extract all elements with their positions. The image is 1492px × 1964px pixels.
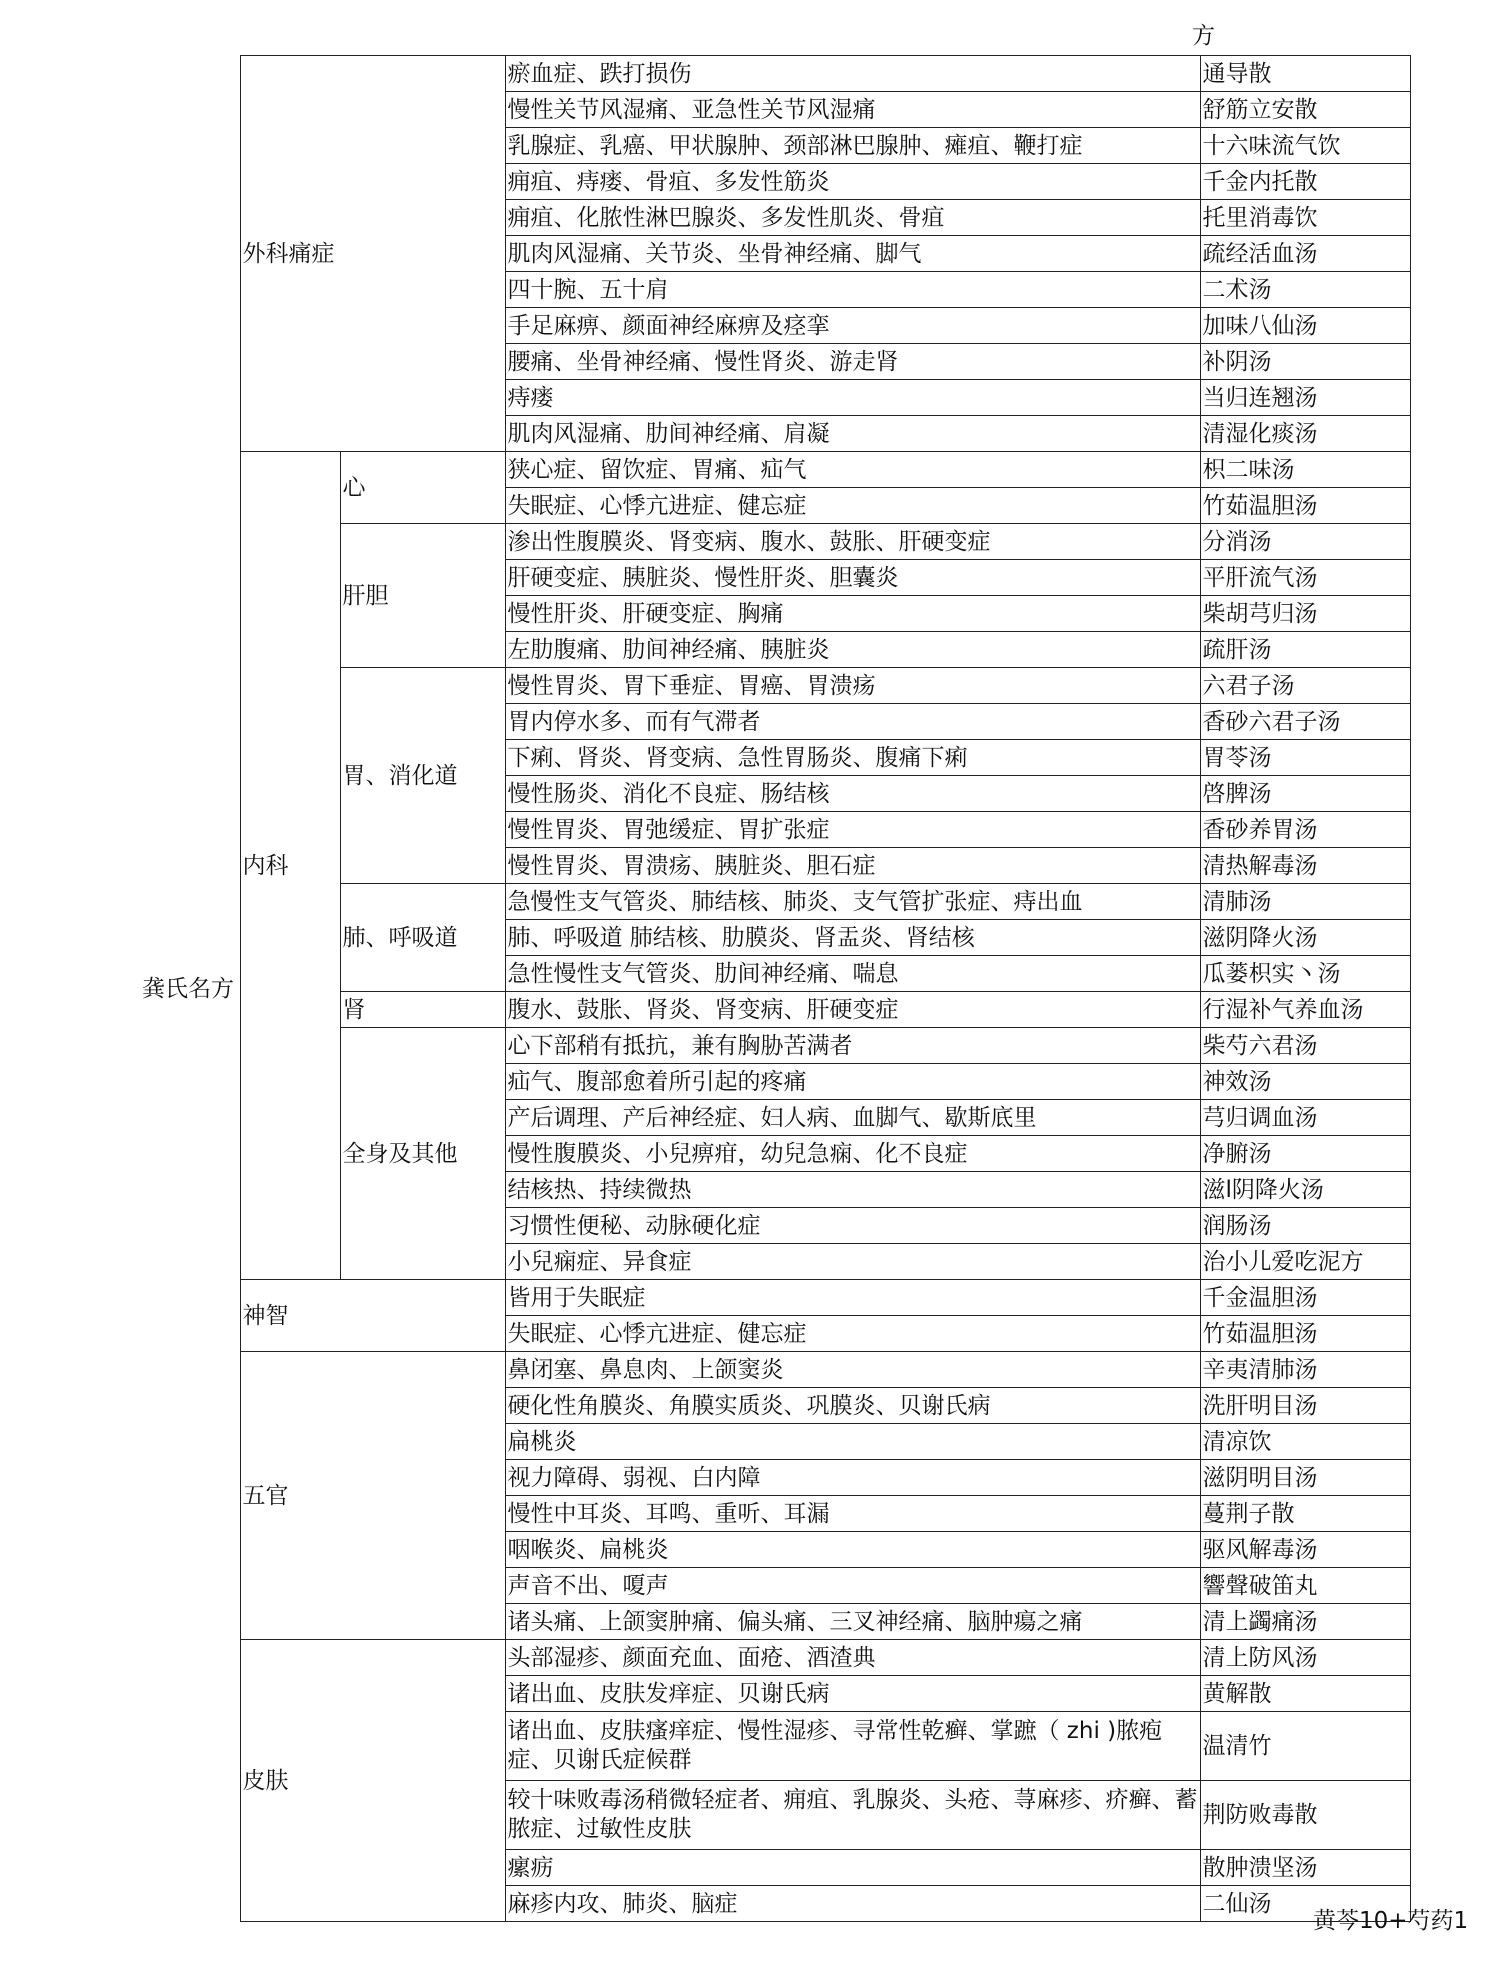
symptom-cell: 较十味败毒汤稍微轻症者、痈疽、乳腺炎、头疮、荨麻疹、疥癣、蓄脓症、过敏性皮肤: [505, 1781, 1200, 1850]
category-label: 神智: [240, 1280, 505, 1352]
formula-cell: 六君子汤: [1200, 668, 1410, 704]
symptom-cell: 心下部稍有抵抗，兼有胸胁苦满者: [505, 1028, 1200, 1064]
subcategory-label: 肾: [340, 992, 505, 1028]
formula-cell: 清湿化痰汤: [1200, 416, 1410, 452]
symptom-cell: 慢性胃炎、胃溃疡、胰脏炎、胆石症: [505, 848, 1200, 884]
symptom-cell: 麻疹内攻、肺炎、脑症: [505, 1886, 1200, 1922]
formula-cell: 千金温胆汤: [1200, 1280, 1410, 1316]
category-label: 外科痛症: [240, 56, 505, 452]
subcategory-label: 肝胆: [340, 524, 505, 668]
symptom-cell: 手足麻痹、颜面神经麻痹及痉挛: [505, 308, 1200, 344]
formula-cell: 枳二味汤: [1200, 452, 1410, 488]
symptom-cell: 慢性肠炎、消化不良症、肠结核: [505, 776, 1200, 812]
formula-cell: 芎归调血汤: [1200, 1100, 1410, 1136]
symptom-cell: 鼻闭塞、鼻息肉、上颌窦炎: [505, 1352, 1200, 1388]
formula-cell: 清上防风汤: [1200, 1640, 1410, 1676]
formula-cell: 温清竹: [1200, 1712, 1410, 1781]
formula-cell: 净腑汤: [1200, 1136, 1410, 1172]
formula-cell: 清上蠲痛汤: [1200, 1604, 1410, 1640]
formula-table: [140, 55, 1411, 1922]
symptom-cell: 慢性腹膜炎、小兒痹疳，幼兒急痫、化不良症: [505, 1136, 1200, 1172]
symptom-cell: 左肋腹痛、肋间神经痛、胰脏炎: [505, 632, 1200, 668]
formula-cell: 響聲破笛丸: [1200, 1568, 1410, 1604]
symptom-cell: 乳腺症、乳癌、甲状腺肿、颈部淋巴腺肿、瘫疽、鞭打症: [505, 128, 1200, 164]
symptom-cell: 声音不出、嗄声: [505, 1568, 1200, 1604]
symptom-cell: 失眠症、心悸亢进症、健忘症: [505, 488, 1200, 524]
symptom-cell: 渗出性腹膜炎、肾变病、腹水、鼓胀、肝硬变症: [505, 524, 1200, 560]
symptom-cell: 诸头痛、上颌窦肿痛、偏头痛、三叉神经痛、脑肿瘍之痛: [505, 1604, 1200, 1640]
formula-cell: 神效汤: [1200, 1064, 1410, 1100]
root-label: 龚氏名方: [142, 975, 234, 1002]
formula-cell: 胃苓汤: [1200, 740, 1410, 776]
symptom-cell: 慢性肝炎、肝硬变症、胸痛: [505, 596, 1200, 632]
formula-cell: 清肺汤: [1200, 884, 1410, 920]
formula-cell: 蔓荆子散: [1200, 1496, 1410, 1532]
formula-cell: 瓜蒌枳实丶汤: [1200, 956, 1410, 992]
formula-cell: 散肿溃坚汤: [1200, 1850, 1410, 1886]
symptom-cell: 慢性关节风湿痛、亚急性关节风湿痛: [505, 92, 1200, 128]
symptom-cell: 视力障碍、弱视、白内障: [505, 1460, 1200, 1496]
formula-cell: 香砂六君子汤: [1200, 704, 1410, 740]
symptom-cell: 痈疽、化脓性淋巴腺炎、多发性肌炎、骨疽: [505, 200, 1200, 236]
table-row: [140, 56, 1410, 92]
symptom-cell: 皆用于失眠症: [505, 1280, 1200, 1316]
symptom-cell: 慢性中耳炎、耳鸣、重听、耳漏: [505, 1496, 1200, 1532]
formula-cell: 啓脾汤: [1200, 776, 1410, 812]
formula-cell: 竹茹温胆汤: [1200, 488, 1410, 524]
formula-cell: 行湿补气养血汤: [1200, 992, 1410, 1028]
table-row: [140, 1352, 1410, 1388]
formula-cell: 柴芍六君汤: [1200, 1028, 1410, 1064]
symptom-cell: 慢性胃炎、胃下垂症、胃癌、胃溃疡: [505, 668, 1200, 704]
symptom-cell: 咽喉炎、扁桃炎: [505, 1532, 1200, 1568]
table-row: [140, 1280, 1410, 1316]
subcategory-label: 胃、消化道: [340, 668, 505, 884]
formula-cell: 清凉饮: [1200, 1424, 1410, 1460]
table-row: [140, 1640, 1410, 1676]
symptom-cell: 失眠症、心悸亢进症、健忘症: [505, 1316, 1200, 1352]
formula-cell: 通导散: [1200, 56, 1410, 92]
category-label: 内科: [240, 452, 340, 1280]
symptom-cell: 诸出血、皮肤瘙痒症、慢性湿疹、寻常性乾癣、掌蹠（ zhi )脓疱症、贝谢氏症候群: [505, 1712, 1200, 1781]
table-row: [140, 452, 1410, 488]
formula-cell: 疏经活血汤: [1200, 236, 1410, 272]
symptom-cell: 腰痛、坐骨神经痛、慢性肾炎、游走肾: [505, 344, 1200, 380]
formula-cell: 滋阴明目汤: [1200, 1460, 1410, 1496]
formula-cell: 当归连翘汤: [1200, 380, 1410, 416]
formula-cell: 洗肝明目汤: [1200, 1388, 1410, 1424]
category-label: 皮肤: [240, 1640, 505, 1922]
formula-cell: 清热解毒汤: [1200, 848, 1410, 884]
formula-cell: 千金内托散: [1200, 164, 1410, 200]
formula-cell: 香砂养胃汤: [1200, 812, 1410, 848]
formula-cell: 舒筋立安散: [1200, 92, 1410, 128]
formula-cell: 辛夷清肺汤: [1200, 1352, 1410, 1388]
formula-cell: 加味八仙汤: [1200, 308, 1410, 344]
formula-cell: 补阴汤: [1200, 344, 1410, 380]
category-label: 五官: [240, 1352, 505, 1640]
symptom-cell: 瘀血症、跌打损伤: [505, 56, 1200, 92]
symptom-cell: 肝硬变症、胰脏炎、慢性肝炎、胆囊炎: [505, 560, 1200, 596]
formula-cell: 二术汤: [1200, 272, 1410, 308]
symptom-cell: 习惯性便秘、动脉硬化症: [505, 1208, 1200, 1244]
formula-cell: 疏肝汤: [1200, 632, 1410, 668]
formula-cell: 驱风解毒汤: [1200, 1532, 1410, 1568]
symptom-cell: 急慢性支气管炎、肺结核、肺炎、支气管扩张症、痔出血: [505, 884, 1200, 920]
formula-cell: 平肝流气汤: [1200, 560, 1410, 596]
symptom-cell: 痔瘘: [505, 380, 1200, 416]
symptom-cell: 硬化性角膜炎、角膜实质炎、巩膜炎、贝谢氏病: [505, 1388, 1200, 1424]
formula-cell: 荆防败毒散: [1200, 1781, 1410, 1850]
formula-cell: 二仙汤: [1200, 1886, 1410, 1922]
formula-cell: 竹茹温胆汤: [1200, 1316, 1410, 1352]
formula-cell: 润肠汤: [1200, 1208, 1410, 1244]
formula-cell: 治小儿爱吃泥方: [1200, 1244, 1410, 1280]
symptom-cell: 肌肉风湿痛、肋间神经痛、肩凝: [505, 416, 1200, 452]
symptom-cell: 瘰疬: [505, 1850, 1200, 1886]
symptom-cell: 头部湿疹、颜面充血、面疮、酒渣典: [505, 1640, 1200, 1676]
symptom-cell: 慢性胃炎、胃弛缓症、胃扩张症: [505, 812, 1200, 848]
formula-cell: 滋l阴降火汤: [1200, 1172, 1410, 1208]
symptom-cell: 下痢、肾炎、肾变病、急性胃肠炎、腹痛下痢: [505, 740, 1200, 776]
formula-column-header: 方: [1192, 23, 1215, 49]
symptom-cell: 痈疽、痔瘘、骨疽、多发性筋炎: [505, 164, 1200, 200]
subcategory-label: 心: [340, 452, 505, 524]
symptom-cell: 扁桃炎: [505, 1424, 1200, 1460]
formula-cell: 托里消毒饮: [1200, 200, 1410, 236]
symptom-cell: 胃内停水多、而有气滞者: [505, 704, 1200, 740]
subcategory-label: 全身及其他: [340, 1028, 505, 1280]
symptom-cell: 急性慢性支气管炎、肋间神经痛、喘息: [505, 956, 1200, 992]
symptom-cell: 小兒痫症、异食症: [505, 1244, 1200, 1280]
symptom-cell: 肺、呼吸道 肺结核、肋膜炎、肾盂炎、肾结核: [505, 920, 1200, 956]
symptom-cell: 结核热、持续微热: [505, 1172, 1200, 1208]
formula-cell: 滋阴降火汤: [1200, 920, 1410, 956]
symptom-cell: 产后调理、产后神经症、妇人病、血脚气、歇斯底里: [505, 1100, 1200, 1136]
symptom-cell: 四十腕、五十肩: [505, 272, 1200, 308]
symptom-cell: 狭心症、留饮症、胃痛、疝气: [505, 452, 1200, 488]
margin-note: 黄芩10+芍药1: [1313, 1908, 1469, 1934]
formula-cell: 分消汤: [1200, 524, 1410, 560]
symptom-cell: 疝气、腹部愈着所引起的疼痛: [505, 1064, 1200, 1100]
symptom-cell: 腹水、鼓胀、肾炎、肾变病、肝硬变症: [505, 992, 1200, 1028]
symptom-cell: 肌肉风湿痛、关节炎、坐骨神经痛、脚气: [505, 236, 1200, 272]
formula-cell: 十六味流气饮: [1200, 128, 1410, 164]
formula-cell: 黄解散: [1200, 1676, 1410, 1712]
formula-cell: 柴胡芎归汤: [1200, 596, 1410, 632]
symptom-cell: 诸出血、皮肤发痒症、贝谢氏病: [505, 1676, 1200, 1712]
subcategory-label: 肺、呼吸道: [340, 884, 505, 992]
